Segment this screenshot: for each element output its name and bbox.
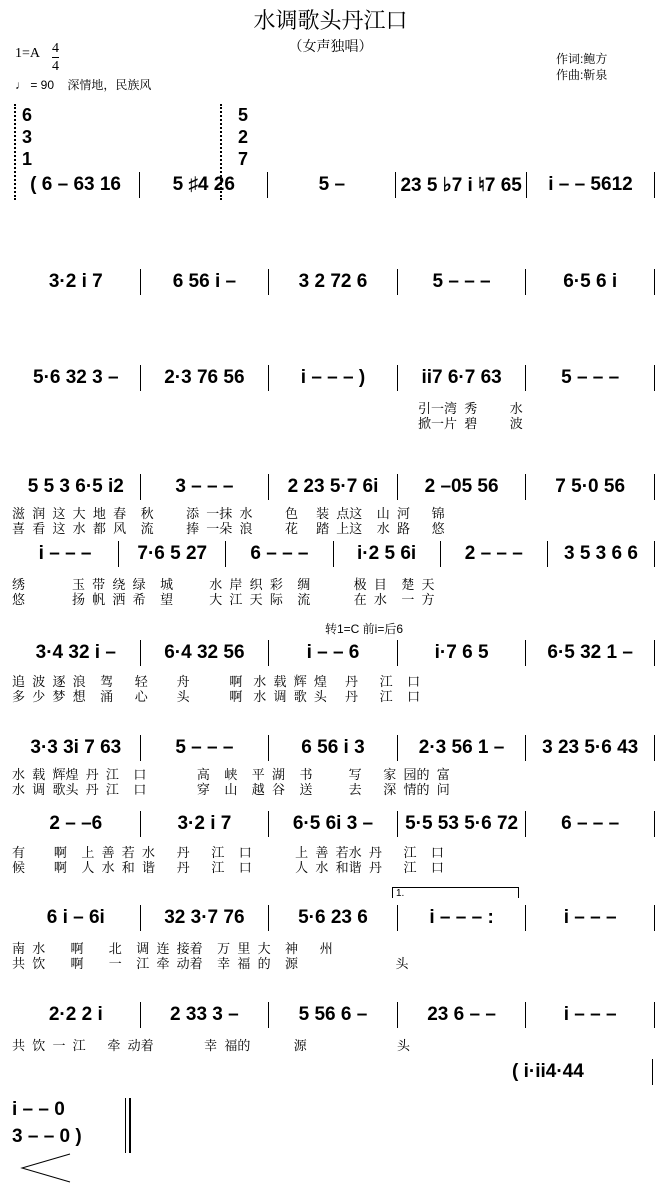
measure: 5 ♯4 26 <box>140 172 268 198</box>
time-signature <box>52 40 59 75</box>
diminuendo-icon <box>18 1152 78 1184</box>
lyric-line: 水 调 歌头 丹 江 口 穿 山 越 谷 送 去 深 情的 问 <box>12 782 450 797</box>
lyric-line: 引一湾 秀 水 <box>418 401 523 416</box>
measure: i·7 6 5 <box>398 640 527 666</box>
tempo: ♩ = 90 <box>15 78 55 92</box>
staff-line <box>12 811 655 837</box>
measure: 32 3·7 76 <box>141 905 270 931</box>
lyric-line: 有 啊 上 善 若 水 丹 江 口 上 善 若水 丹 江 口 <box>12 845 444 860</box>
lyric-line: 共 饮 啊 一 江 牵 动着 幸 福 的 源 头 <box>12 956 409 971</box>
measure: 2·3 56 1 – <box>398 735 527 761</box>
measure: 3 23 5·6 43 <box>526 735 655 761</box>
lyric-line: 悠 扬 帆 洒 希 望 大 江 天 际 流 在 水 一 方 <box>12 592 435 607</box>
measure: 6 56 i 3 <box>269 735 398 761</box>
measure: 5 – – – <box>526 365 655 391</box>
volta-bracket: 1. <box>392 887 519 898</box>
measure: i – – 6 <box>269 640 398 666</box>
song-title: 水调歌头丹江口 <box>253 9 408 34</box>
expression: 深情地，民族风 <box>67 78 152 92</box>
staff-line <box>12 905 655 931</box>
ending-line-2: 3 – – 0 ) <box>12 1126 82 1147</box>
measure: 5·5 53 5·6 72 <box>398 811 527 837</box>
lyric-line: 多 少 梦 想 涌 心 头 啊 水 调 歌 头 丹 江 口 <box>12 689 421 704</box>
modulation-note: 转1=C 前i=后6 <box>325 622 404 636</box>
lyric-line: 喜 看 这 水 都 风 流 捧 一朵 浪 花 踏 上这 水 路 悠 <box>12 521 445 536</box>
measure: 23 5 ♭7 i ♮7 65 <box>396 172 526 198</box>
measure: i – – – <box>526 1002 655 1028</box>
lyric-line: 南 水 啊 北 调 连 接着 万 里 大 神 州 <box>12 941 333 956</box>
measure: 2 – – – <box>441 541 548 567</box>
measure: i – – – : <box>398 905 527 931</box>
measure: 2 23 5·7 6i <box>269 474 398 500</box>
measure: i – – – ) <box>269 365 398 391</box>
measure: 3 – – – <box>141 474 270 500</box>
measure: 6·5 6 i <box>526 269 655 295</box>
measure: 5 56 6 – <box>269 1002 398 1028</box>
measure: 5·6 32 3 – <box>12 365 141 391</box>
measure: 5 – – – <box>141 735 270 761</box>
song-subtitle: （女声独唱） <box>288 38 373 54</box>
lyricist: 作词:鲍方 <box>556 52 608 66</box>
lyric-line: 绣 玉 带 绕 绿 城 水 岸 织 彩 绸 极 目 楚 天 <box>12 577 435 592</box>
final-barline <box>125 1098 131 1153</box>
lyric-line: 追 波 逐 浪 驾 轻 舟 啊 水 载 辉 煌 丹 江 口 <box>12 674 421 689</box>
measure: 3 2 72 6 <box>269 269 398 295</box>
intro-chord-right: 5 2 7 <box>238 105 249 169</box>
measure: 7·6 5 27 <box>119 541 226 567</box>
tempo-marking <box>15 76 151 93</box>
measure: 23 6 – – <box>398 1002 527 1028</box>
staff-line <box>12 269 655 295</box>
measure: i – – 5612 <box>527 172 655 198</box>
measure: 3·2 i 7 <box>12 269 141 295</box>
staff-line <box>12 735 655 761</box>
lyric-line: 候 啊 人 水 和 谐 丹 江 口 人 水 和谐 丹 江 口 <box>12 860 444 875</box>
lyric-line: 水 载 辉煌 丹 江 口 高 峡 平 湖 书 写 家 园的 富 <box>12 767 450 782</box>
ending-line-1: i – – 0 <box>12 1099 65 1120</box>
measure: i – – – <box>12 541 119 567</box>
measure: 5 – <box>268 172 396 198</box>
measure: 6·4 32 56 <box>141 640 270 666</box>
measure: ( 6 – 63 16 <box>12 172 140 198</box>
staff-line <box>12 640 655 666</box>
measure: 3·4 32 i – <box>12 640 141 666</box>
staff-line <box>12 1002 655 1028</box>
measure: 7 5·0 56 <box>526 474 655 500</box>
measure: 6·5 6i 3 – <box>269 811 398 837</box>
measure: i·2 5 6i <box>334 541 441 567</box>
measure: 2 33 3 – <box>141 1002 270 1028</box>
measure: 2·2 2 i <box>12 1002 141 1028</box>
measure: 3·2 i 7 <box>141 811 270 837</box>
time-bottom: 4 <box>52 59 59 74</box>
measure: 6 – – – <box>226 541 333 567</box>
measure: 6·5 32 1 – <box>526 640 655 666</box>
measure: 6 i – 6i <box>12 905 141 931</box>
key-signature: 1=A <box>15 46 41 61</box>
measure: 6 56 i – <box>141 269 270 295</box>
measure: 2 – –6 <box>12 811 141 837</box>
intro-chord-left: 6 3 1 <box>22 105 33 169</box>
staff-line <box>12 474 655 500</box>
measure: 3·3 3i 7 63 <box>12 735 141 761</box>
measure: 5·6 23 6 <box>269 905 398 931</box>
lyric-line: 掀一片 碧 波 <box>418 416 523 431</box>
measure: 5 – – – <box>398 269 527 295</box>
measure: i – – – <box>526 905 655 931</box>
staff-line <box>12 541 655 567</box>
measure: ii7 6·7 63 <box>398 365 527 391</box>
time-top: 4 <box>52 41 59 56</box>
measure: 2·3 76 56 <box>141 365 270 391</box>
measure: 6 – – – <box>526 811 655 837</box>
measure: 5 5 3 6·5 i2 <box>12 474 141 500</box>
measure: 3 5 3 6 6 <box>548 541 655 567</box>
composer: 作曲:靳泉 <box>556 68 608 82</box>
coda-accompaniment: ( i·ii4·44 <box>512 1059 653 1085</box>
staff-line <box>12 172 655 198</box>
lyric-line: 滋 润 这 大 地 春 秋 添 一抹 水 色 装 点这 山 河 锦 <box>12 506 445 521</box>
staff-line <box>12 365 655 391</box>
measure: 2 –05 56 <box>398 474 527 500</box>
lyric-line: 共 饮 一 江 牵 动着 幸 福的 源 头 <box>12 1038 410 1053</box>
